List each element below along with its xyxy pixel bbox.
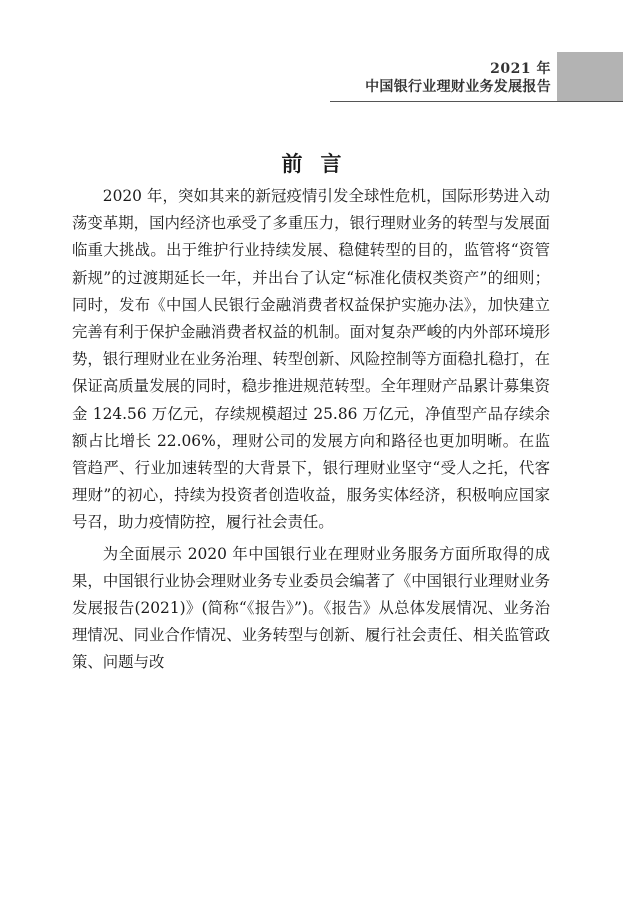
header-divider bbox=[330, 101, 623, 102]
body-text bbox=[72, 183, 550, 677]
paragraph-2: 为全面展示 2020 年中国银行业在理财业务服务方面所取得的成果，中国银行业协会理财业务专业委员会编著了《中国银行业理财业务发展报告(2021)》(简称“《报告》”)。《报告》从总体发展情况、业务治理情况、同业合作情况、业务转型与创新、履行社会责任、相关监管政策、问题与改 bbox=[72, 544, 550, 672]
section-tab-marker bbox=[557, 52, 623, 102]
header-year: 2021 年 bbox=[490, 61, 551, 77]
running-header bbox=[365, 60, 551, 96]
paragraph-1: 2020 年，突如其来的新冠疫情引发全球性危机，国际形势进入动荡变革期，国内经济也承受了多重压力，银行理财业务的转型与发展面临重大挑战。出于维护行业持续发展、稳健转型的目的，监管将“资管新规”的过渡期延长一年，并出台了认定“标准化债权类资产”的细则；同时，发布《中国人民银行金融消费者权益保护实施办法》，加快建立完善有利于保护金融消费者权益的机制。面对复杂严峻的内外部环境形势，银行理财业在业务治理、转型创新、风险控制等方面稳扎稳打，在保证高质量发展的同时，稳步推进规范转型。全年理财产品累计募集资金 124.56 万亿元，存续规模超过 25.86 万亿元，净值型产品存续余额占比增长 22.06%，理财公司的发展方向和路径也更加明晰。在监管趋严、行业加速转型的大背景下，银行理财业坚守“受人之托，代客理财”的初心，持续为投资者创造收益，服务实体经济，积极响应国家号召，助力疫情防控，履行社会责任。 bbox=[72, 187, 550, 532]
header-report-title: 中国银行业理财业务发展报告 bbox=[365, 79, 551, 95]
page-title: 前言 bbox=[281, 151, 360, 176]
